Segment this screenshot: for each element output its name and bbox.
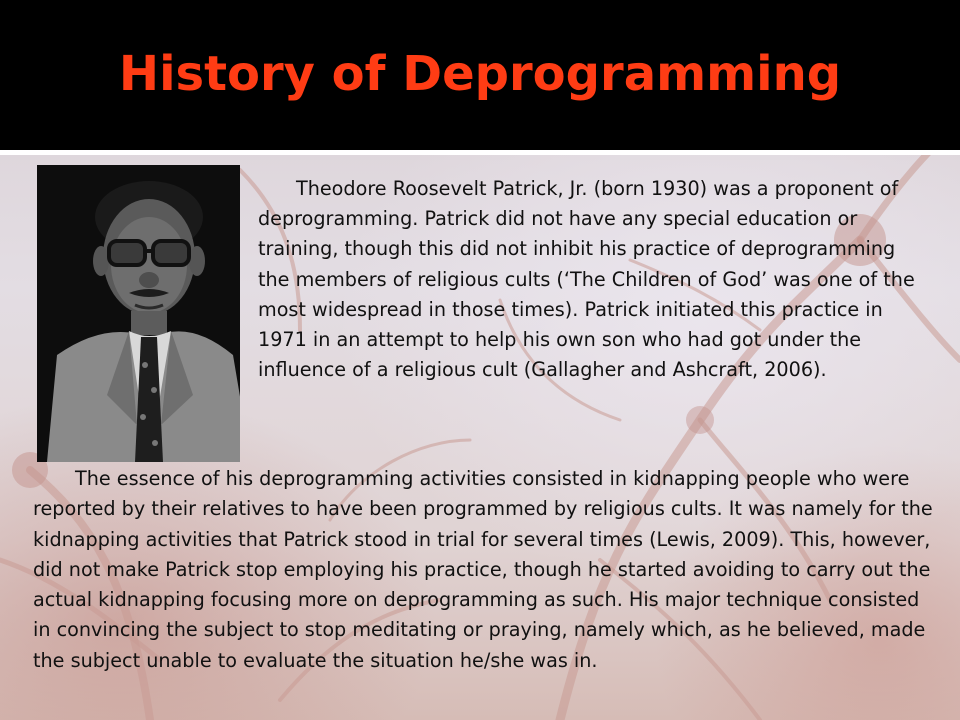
portrait-photo bbox=[37, 165, 240, 462]
intro-paragraph: Theodore Roosevelt Patrick, Jr. (born 1930) was a proponent of deprogramming. Patrick did not have any special education or training, though this did not inhibit his practice of deprogramming the members of religious cults (‘The Children of God’ was one of the most widespread in those times). Patrick initiated this practice in 1971 in an attempt to help his own son who had got under the influence of a religious cult (Gallagher and Ashcraft, 2006). bbox=[258, 177, 915, 382]
title-band bbox=[0, 0, 960, 150]
slide-title: History of Deprogramming bbox=[118, 46, 842, 102]
body-paragraph: The essence of his deprogramming activities consisted in kidnapping people who were reported by their relatives to have been programmed by religious cults. It was namely for the kidnapping activities that Patrick stood in trial for several times (Lewis, 2009). This, however, did not make Patrick stop employing his practice, though he started avoiding to carry out the actual kidnapping focusing more on deprogramming as such. His major technique consisted in convincing the subject to stop meditating or praying, namely which, as he believed, made the subject unable to evaluate the situation he/she was in. bbox=[33, 467, 933, 672]
title-divider bbox=[0, 150, 960, 155]
portrait-illustration bbox=[37, 165, 240, 462]
